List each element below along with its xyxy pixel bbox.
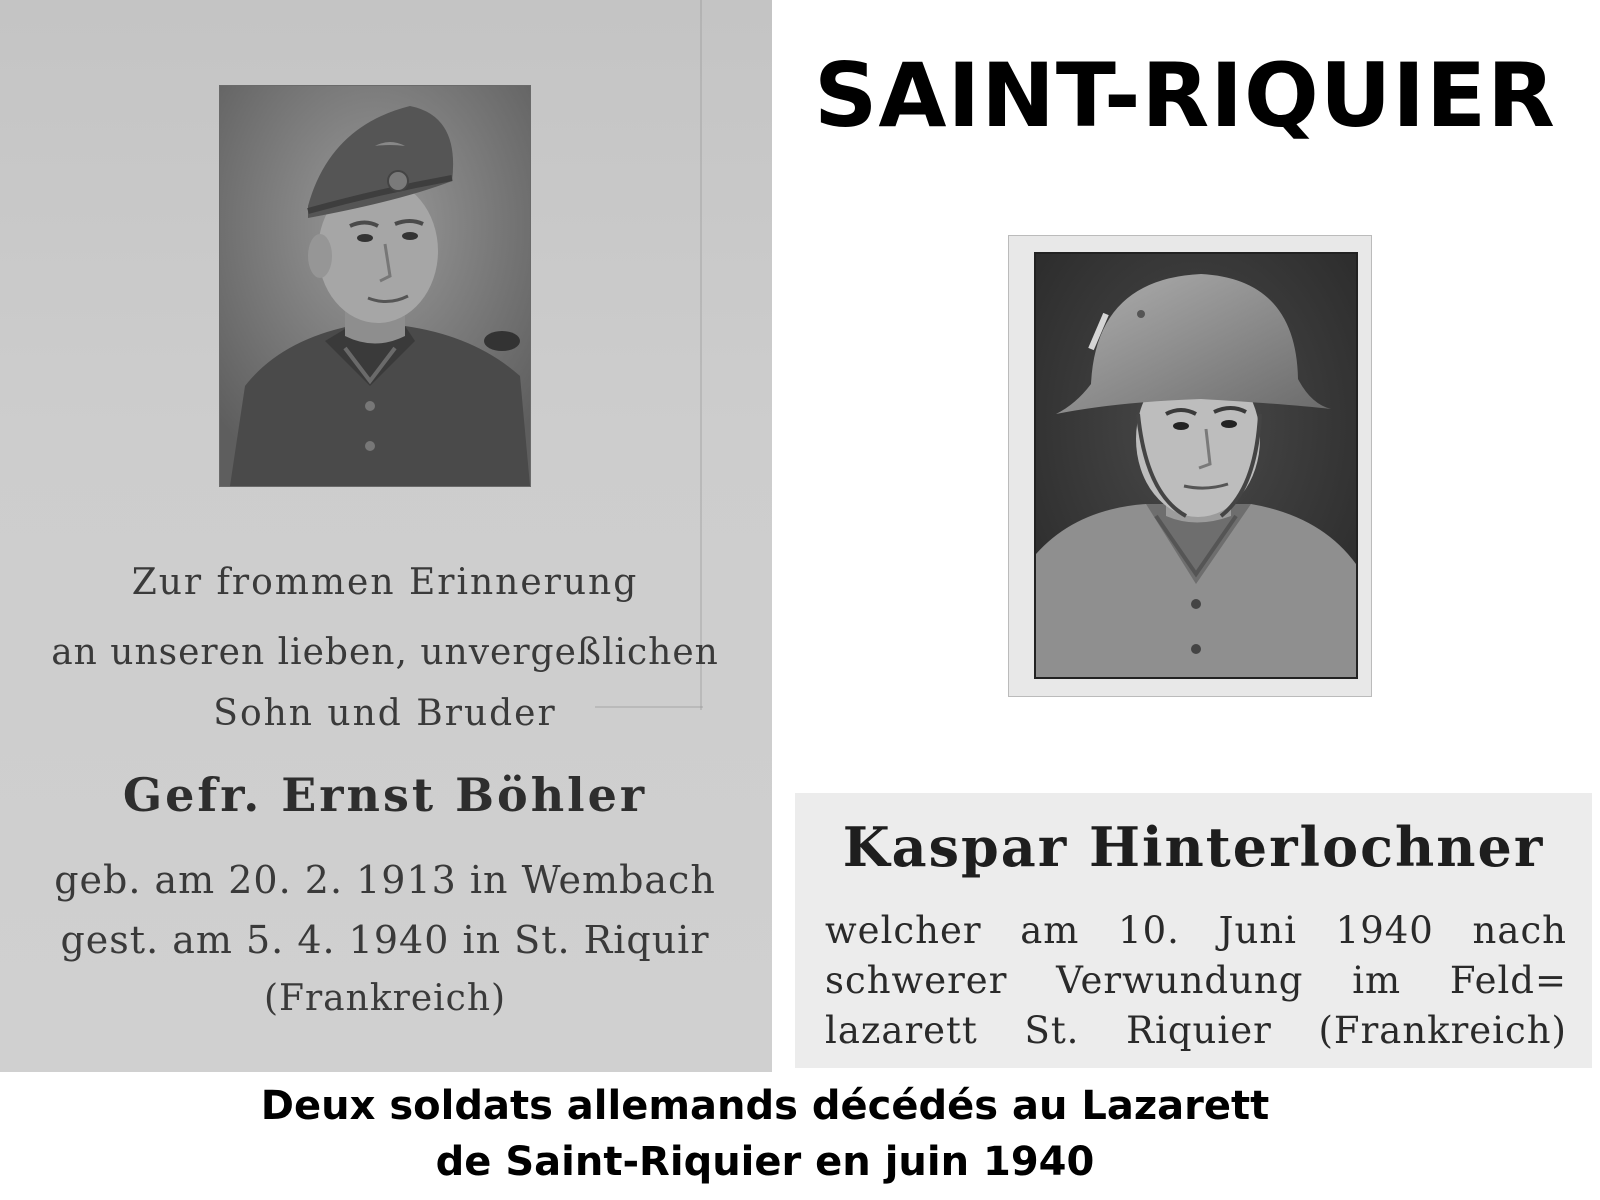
portrait-photo-boehler [219,85,531,487]
soldier-name-boehler: Gefr. Ernst Böhler [122,768,648,822]
clipping-text-line: welcher am 10. Juni 1940 nach [825,909,1567,952]
clipping-text-line: lazarett St. Riquier (Frankreich) [825,1009,1567,1052]
clipping-text-line: schwerer Verwundung im Feld= [825,959,1567,1002]
soldier-name-hinterlochner: Kaspar Hinterlochner [842,815,1545,879]
memorial-line: Zur frommen Erinnerung [131,562,639,603]
caption-line: de Saint-Riquier en juin 1940 [435,1139,1095,1185]
portrait-photo-hinterlochner [1034,252,1358,679]
death-place-line: (Frankreich) [263,978,507,1019]
page-title: SAINT-RIQUIER [814,44,1556,147]
memorial-line: Sohn und Bruder [213,693,557,734]
memorial-line: an unseren lieben, unvergeßlichen [51,632,719,673]
memorial-card-boehler [0,0,772,1072]
newspaper-clipping-hinterlochner [795,793,1592,1068]
birth-line: geb. am 20. 2. 1913 in Wembach [54,858,716,902]
card-fold-line [700,0,702,710]
death-line: gest. am 5. 4. 1940 in St. Riquir [60,918,710,962]
caption-line: Deux soldats allemands décédés au Lazarett [260,1083,1270,1129]
